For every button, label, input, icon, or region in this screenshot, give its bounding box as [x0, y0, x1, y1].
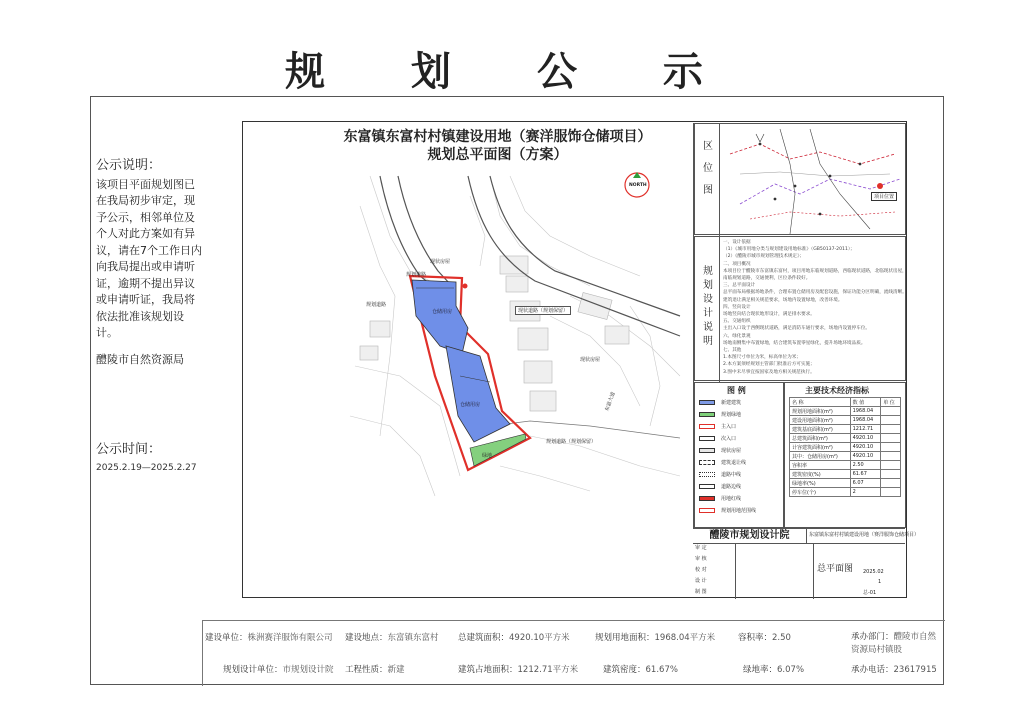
legend-item: 道路边线	[699, 482, 741, 491]
north-arrow	[622, 170, 652, 200]
design-label: 规 划 设 计 说 明	[703, 266, 713, 347]
title-block	[693, 528, 920, 599]
signature-labels: 审 定 审 核 校 对 设 计 制 图	[693, 543, 736, 599]
density-info: 建筑密度：61.67%	[603, 665, 678, 675]
econ-row: 建筑基底面积(m²) 1212.71	[790, 425, 901, 434]
main-entrance-icon	[463, 284, 468, 289]
econ-row: 绿地率(%) 6.07	[790, 479, 901, 488]
legend-item: 道路中线	[699, 470, 741, 479]
legend-item: 建筑退让线	[699, 458, 746, 467]
page-title: 规 划 公 示	[285, 48, 739, 95]
footprint-info: 建筑占地面积：1212.71平方米	[458, 665, 579, 675]
location-map-box[interactable]	[694, 123, 906, 235]
land-area-info: 规划用地面积：1968.04平方米	[595, 633, 716, 643]
legend-item: 新建建筑	[699, 398, 741, 407]
building-2-label: 仓储用房	[460, 402, 481, 408]
econ-table	[789, 397, 901, 497]
road-edge-west-2	[398, 176, 450, 284]
building-2[interactable]	[446, 346, 510, 442]
drawing-number: 总-01	[863, 590, 877, 596]
notice-time-heading: 公示时间：	[96, 442, 162, 457]
legend-swatch	[699, 496, 715, 501]
econ-row: 建筑密度(%) 61.67	[790, 470, 901, 479]
econ-header-row: 名 称 数 值 单 位	[790, 398, 901, 407]
green-rate-info: 绿地率：6.07%	[743, 665, 805, 675]
econ-row: 容积率 2.50	[790, 461, 901, 470]
legend-title: 图 例	[727, 386, 746, 395]
designer-info: 规划设计单位：市规划设计院	[223, 665, 334, 675]
map-label: 现状道路（规划保留）	[515, 306, 571, 315]
divider	[719, 237, 720, 382]
legend-swatch	[699, 460, 715, 465]
sheet-number: 1	[878, 579, 882, 585]
legend-box	[694, 382, 784, 528]
map-label: 规划道路	[406, 272, 427, 278]
legend-item: 规划绿地	[699, 410, 741, 419]
legend-swatch	[699, 424, 715, 429]
econ-row: 停车位(个) 2	[790, 488, 901, 497]
legend-item: 次入口	[699, 434, 736, 443]
background-linework	[350, 176, 680, 496]
green-label: 绿地	[482, 453, 493, 459]
building-1-label: 仓储用房	[432, 309, 453, 315]
site-location-label: 项目位置	[871, 192, 897, 201]
legend-swatch	[699, 412, 715, 417]
right-panel	[693, 123, 906, 528]
location-info: 建设地点：东富镇东富村	[345, 633, 439, 643]
legend-swatch	[699, 484, 715, 489]
project-info-bar	[202, 620, 945, 686]
legend-item: 用地红线	[699, 494, 741, 503]
map-label: 规划道路	[366, 302, 387, 308]
map-label: 规划道路（规划保留）	[546, 439, 597, 445]
far-info: 容积率：2.50	[738, 633, 791, 643]
econ-row: 建设用地面积(m²) 1968.04	[790, 416, 901, 425]
north-label: NORTH	[629, 183, 647, 188]
project-name: 东富镇东富村村镇建设用地（赛洋服饰仓储项目）	[806, 529, 905, 543]
plan-title-line1: 东富镇东富村村镇建设用地（赛洋服饰仓储项目）	[343, 129, 652, 145]
econ-row: 规划用地面积(m²) 1968.04	[790, 407, 901, 416]
econ-row: 其中：仓储用房(m²) 4920.10	[790, 452, 901, 461]
legend-item: 规划用地范围线	[699, 506, 756, 515]
signature-cells	[733, 543, 814, 599]
legend-item: 主入口	[699, 422, 736, 431]
legend-swatch	[699, 472, 715, 477]
notice-time-range: 2025.2.19—2025.2.27	[96, 463, 197, 473]
site-plan-map[interactable]	[350, 176, 685, 496]
site-plan-svg	[350, 176, 685, 496]
plan-title-line2: 规划总平面图（方案）	[427, 147, 568, 163]
econ-row: 总建筑面积(m²) 4920.10	[790, 434, 901, 443]
map-label: 现状房屋	[430, 259, 451, 265]
legend-swatch	[699, 436, 715, 441]
plan-title	[300, 128, 695, 164]
econ-row: 计容建筑面积(m²) 4920.10	[790, 443, 901, 452]
authority-info: 承办部门：醴陵市自然资源局村镇股	[851, 632, 937, 655]
legend-swatch	[699, 448, 715, 453]
location-map-svg	[720, 124, 906, 236]
econ-title: 主要技术经济指标	[805, 386, 869, 395]
institute-name: 醴陵市规划设计院	[709, 530, 790, 541]
notice-body: 该项目平面规划图已在我局初步审定，现予公示，相邻单位及个人对此方案如有异议，请在7个工作日内向我局提出或申请听证，逾期不提出异议或申请听证，我局将依法批准该规划设计。	[96, 177, 202, 339]
existing-buildings	[360, 256, 629, 411]
legend-swatch	[699, 400, 715, 405]
design-notes-box	[694, 236, 906, 381]
builder-info: 建设单位：株洲赛洋服饰有限公司	[205, 633, 333, 643]
phone-info: 承办电话：23617915	[851, 665, 937, 675]
building-1[interactable]	[412, 280, 468, 354]
total-area-info: 总建筑面积：4920.10平方米	[458, 633, 570, 643]
design-notes: 一、设计依据 （1）《城市用地分类与规划建设用地标准》（GB50137-2011）； （2）《醴陵市城市规划管理技术规定》； 二、项目概况 本项目位于醴陵市东富镇东富村，项目用地东临规划道路，西临现状道路，北临现状房屋， 南临规划道路，交通便利，区位条件较好。 三、总平面设计 总平面布局根据场地条件，合理布置仓储用房及配套设施，保证功能分区明确，流线清晰。 建筑退让满足相关规范要求，场地内设置绿地，改善环境。 四、竖向设计 场地竖向结合现状地形设计，满足排水要求。 五、交通组织 主出入口设于西侧现状道路，满足消防车通行要求，场地内设置停车位。 六、绿化景观 场地南侧集中布置绿地，结合建筑布置零星绿化，提升场地环境品质。 七、其他 1.本图尺寸单位为米，标高单位为米； 2.本方案须经规划主管部门批准后方可实施； 3.图中未尽事宜按国家及地方相关规范执行。	[723, 240, 907, 375]
floors-info: 工程性质：新建	[345, 665, 405, 675]
legend-swatch	[699, 508, 715, 513]
notice-panel	[96, 158, 202, 473]
legend-item: 现状房屋	[699, 446, 741, 455]
road-name-label: 东富大道	[604, 391, 617, 413]
site-location-marker-icon	[877, 183, 883, 189]
notice-heading: 公示说明：	[96, 158, 162, 173]
drawing-date: 2025.02	[863, 569, 884, 575]
notice-department: 醴陵市自然资源局	[96, 352, 184, 366]
drawing-name: 总平面图	[817, 564, 854, 574]
map-label: 现状房屋	[580, 357, 601, 363]
econ-box	[784, 382, 906, 528]
location-label: 区 位 图	[703, 141, 713, 196]
